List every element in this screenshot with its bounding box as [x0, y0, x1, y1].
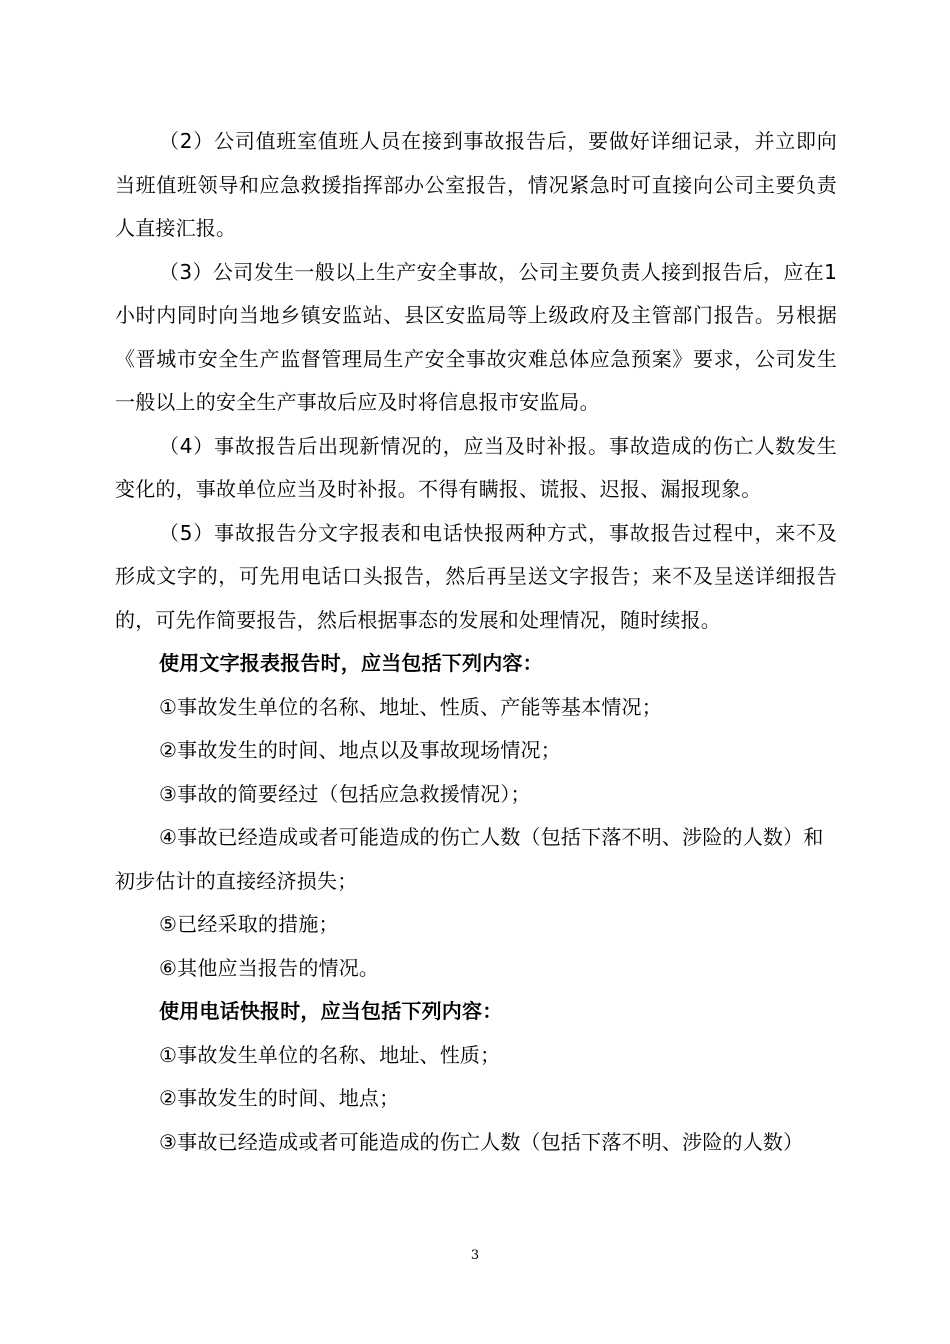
written-report-item-6: ⑥其他应当报告的情况。 [159, 955, 380, 980]
written-report-item-2: ②事故发生的时间、地点以及事故现场情况； [159, 738, 561, 762]
phone-report-heading: 使用电话快报时，应当包括下列内容： [159, 999, 503, 1023]
written-report-heading: 使用文字报表报告时，应当包括下列内容： [159, 651, 543, 675]
page-number: 3 [470, 1248, 480, 1263]
phone-report-item-1: ①事故发生单位的名称、地址、性质； [159, 1042, 501, 1067]
written-report-item-3: ③事故的简要经过（包括应急救援情况）； [159, 781, 531, 806]
paragraph-5: （5）事故报告分文字报表和电话快报两种方式，事故报告过程中，来不及形成文字的，可先用电话口头报告，然后再呈送文字报告；来不及呈送详细报告的，可先作简要报告，然后根据事态的发展和处理情况，随时续报。 [115, 520, 837, 632]
written-report-item-4: ④事故已经造成或者可能造成的伤亡人数（包括下落不明、涉险的人数）和初步估计的直接经济损失； [115, 825, 824, 893]
document-body [115, 120, 837, 1164]
paragraph-3: （3）公司发生一般以上生产安全事故，公司主要负责人接到报告后，应在1小时内同时向当地乡镇安监站、县区安监局等上级政府及主管部门报告。另根据《晋城市安全生产监督管理局生产安全事故灾难总体应急预案》要求，公司发生一般以上的安全生产事故后应及时将信息报市安监局。 [115, 259, 837, 414]
phone-report-item-2: ②事故发生的时间、地点； [159, 1086, 400, 1110]
paragraph-2: （2）公司值班室值班人员在接到事故报告后，要做好详细记录，并立即向当班值班领导和应急救援指挥部办公室报告，情况紧急时可直接向公司主要负责人直接汇报。 [115, 129, 837, 240]
written-report-item-5: ⑤已经采取的措施； [159, 912, 339, 936]
written-report-item-1: ①事故发生单位的名称、地址、性质、产能等基本情况； [159, 694, 662, 719]
phone-report-item-3: ③事故已经造成或者可能造成的伤亡人数（包括下落不明、涉险的人数） [159, 1129, 804, 1154]
paragraph-4: （4）事故报告后出现新情况的，应当及时补报。事故造成的伤亡人数发生变化的，事故单位应当及时补报。不得有瞒报、谎报、迟报、漏报现象。 [115, 433, 837, 501]
